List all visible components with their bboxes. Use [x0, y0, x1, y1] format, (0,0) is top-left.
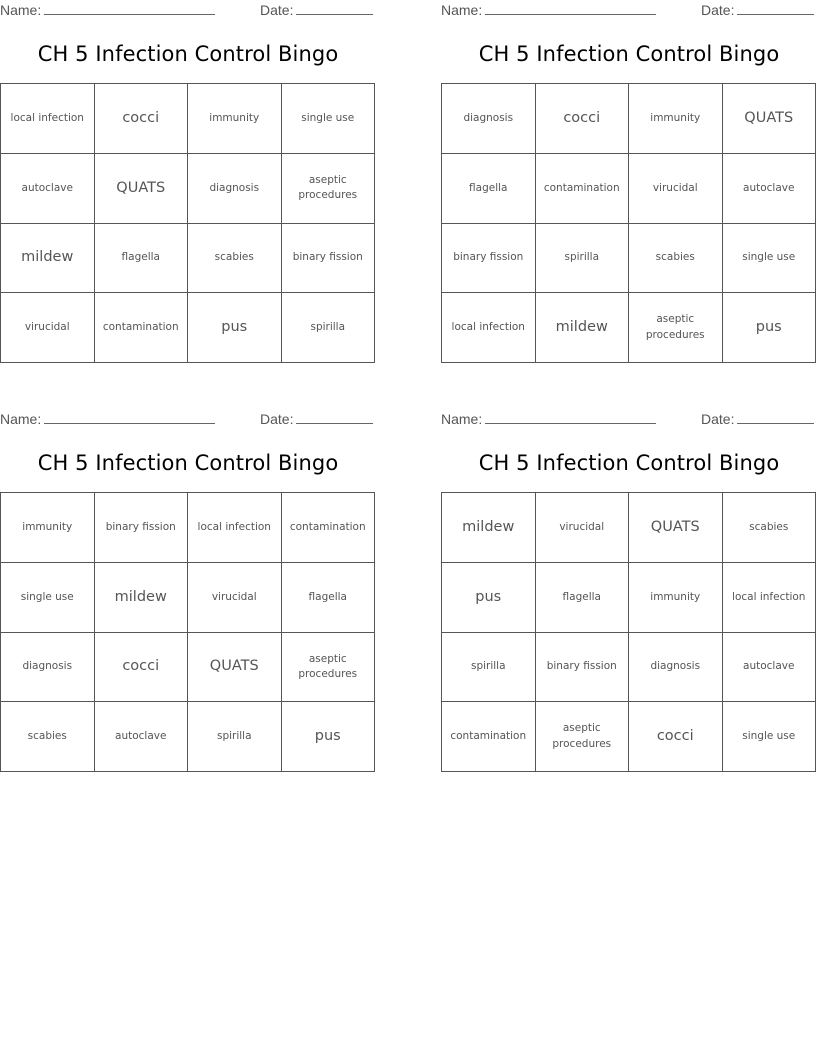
name-blank-line: [485, 2, 656, 15]
name-blank-line: [485, 411, 656, 424]
card-title: CH 5 Infection Control Bingo: [478, 42, 780, 66]
bingo-cell: pus: [723, 293, 816, 363]
name-label: Name:: [0, 411, 42, 427]
name-label: Name:: [441, 2, 483, 18]
bingo-cell: local infection: [188, 493, 282, 563]
bingo-cell: cocci: [95, 633, 189, 703]
bingo-grid: [0, 492, 375, 772]
bingo-cell: aseptic procedures: [536, 702, 630, 772]
date-label: Date:: [260, 2, 294, 18]
card-title: CH 5 Infection Control Bingo: [478, 451, 780, 475]
name-field: [0, 411, 215, 427]
name-date-line: [0, 2, 376, 20]
name-label: Name:: [441, 411, 483, 427]
date-field: [701, 411, 814, 427]
bingo-cell: QUATS: [188, 633, 282, 703]
bingo-cell: flagella: [442, 154, 536, 224]
bingo-cell: local infection: [723, 563, 816, 633]
bingo-card-1: [0, 0, 376, 370]
bingo-cell: spirilla: [536, 224, 630, 294]
bingo-cell: autoclave: [1, 154, 95, 224]
bingo-cell: immunity: [1, 493, 95, 563]
date-label: Date:: [701, 411, 735, 427]
bingo-cell: contamination: [95, 293, 189, 363]
bingo-cell: aseptic procedures: [629, 293, 723, 363]
bingo-cell: aseptic procedures: [282, 154, 376, 224]
bingo-grid: [441, 492, 816, 772]
bingo-cell: diagnosis: [1, 633, 95, 703]
bingo-cell: spirilla: [442, 633, 536, 703]
bingo-cell: single use: [723, 702, 816, 772]
bingo-cell: scabies: [188, 224, 282, 294]
bingo-cell: cocci: [629, 702, 723, 772]
bingo-cell: virucidal: [188, 563, 282, 633]
bingo-cell: diagnosis: [629, 633, 723, 703]
bingo-cell: cocci: [95, 84, 189, 154]
bingo-cell: virucidal: [629, 154, 723, 224]
bingo-cell: single use: [1, 563, 95, 633]
bingo-cell: QUATS: [629, 493, 723, 563]
bingo-cell: QUATS: [95, 154, 189, 224]
bingo-cell: autoclave: [723, 154, 816, 224]
name-field: [441, 411, 656, 427]
bingo-cell: immunity: [188, 84, 282, 154]
date-label: Date:: [260, 411, 294, 427]
bingo-cell: virucidal: [1, 293, 95, 363]
bingo-cell: spirilla: [188, 702, 282, 772]
date-field: [260, 411, 373, 427]
bingo-cell: spirilla: [282, 293, 376, 363]
bingo-cell: mildew: [536, 293, 630, 363]
bingo-cell: flagella: [282, 563, 376, 633]
bingo-cell: contamination: [282, 493, 376, 563]
bingo-grid: [441, 83, 816, 363]
bingo-cell: scabies: [723, 493, 816, 563]
bingo-cell: flagella: [95, 224, 189, 294]
bingo-cell: pus: [188, 293, 282, 363]
bingo-cell: scabies: [1, 702, 95, 772]
bingo-cell: autoclave: [95, 702, 189, 772]
bingo-cell: pus: [282, 702, 376, 772]
bingo-cell: pus: [442, 563, 536, 633]
bingo-cell: flagella: [536, 563, 630, 633]
name-blank-line: [44, 2, 215, 15]
date-label: Date:: [701, 2, 735, 18]
card-title: CH 5 Infection Control Bingo: [37, 42, 339, 66]
bingo-cell: virucidal: [536, 493, 630, 563]
bingo-cell: binary fission: [536, 633, 630, 703]
name-date-line: [441, 2, 816, 20]
bingo-cell: binary fission: [95, 493, 189, 563]
name-field: [441, 2, 656, 18]
bingo-card-4: [441, 409, 816, 779]
bingo-cell: binary fission: [282, 224, 376, 294]
name-label: Name:: [0, 2, 42, 18]
bingo-cell: mildew: [442, 493, 536, 563]
bingo-cell: single use: [282, 84, 376, 154]
bingo-cell: cocci: [536, 84, 630, 154]
bingo-cell: mildew: [1, 224, 95, 294]
card-title: CH 5 Infection Control Bingo: [37, 451, 339, 475]
name-date-line: [441, 411, 816, 429]
bingo-cell: binary fission: [442, 224, 536, 294]
name-date-line: [0, 411, 376, 429]
bingo-cell: scabies: [629, 224, 723, 294]
bingo-cell: QUATS: [723, 84, 816, 154]
bingo-grid: [0, 83, 375, 363]
bingo-cell: contamination: [442, 702, 536, 772]
name-blank-line: [44, 411, 215, 424]
bingo-cell: contamination: [536, 154, 630, 224]
bingo-cell: diagnosis: [442, 84, 536, 154]
date-blank-line: [737, 2, 814, 15]
bingo-cell: autoclave: [723, 633, 816, 703]
bingo-cell: local infection: [1, 84, 95, 154]
date-field: [701, 2, 814, 18]
bingo-cell: local infection: [442, 293, 536, 363]
date-blank-line: [296, 2, 373, 15]
bingo-cell: aseptic procedures: [282, 633, 376, 703]
date-field: [260, 2, 373, 18]
bingo-cell: immunity: [629, 84, 723, 154]
bingo-card-2: [441, 0, 816, 370]
name-field: [0, 2, 215, 18]
date-blank-line: [296, 411, 373, 424]
bingo-cell: immunity: [629, 563, 723, 633]
bingo-cell: single use: [723, 224, 816, 294]
date-blank-line: [737, 411, 814, 424]
bingo-cell: diagnosis: [188, 154, 282, 224]
bingo-card-3: [0, 409, 376, 779]
bingo-cell: mildew: [95, 563, 189, 633]
